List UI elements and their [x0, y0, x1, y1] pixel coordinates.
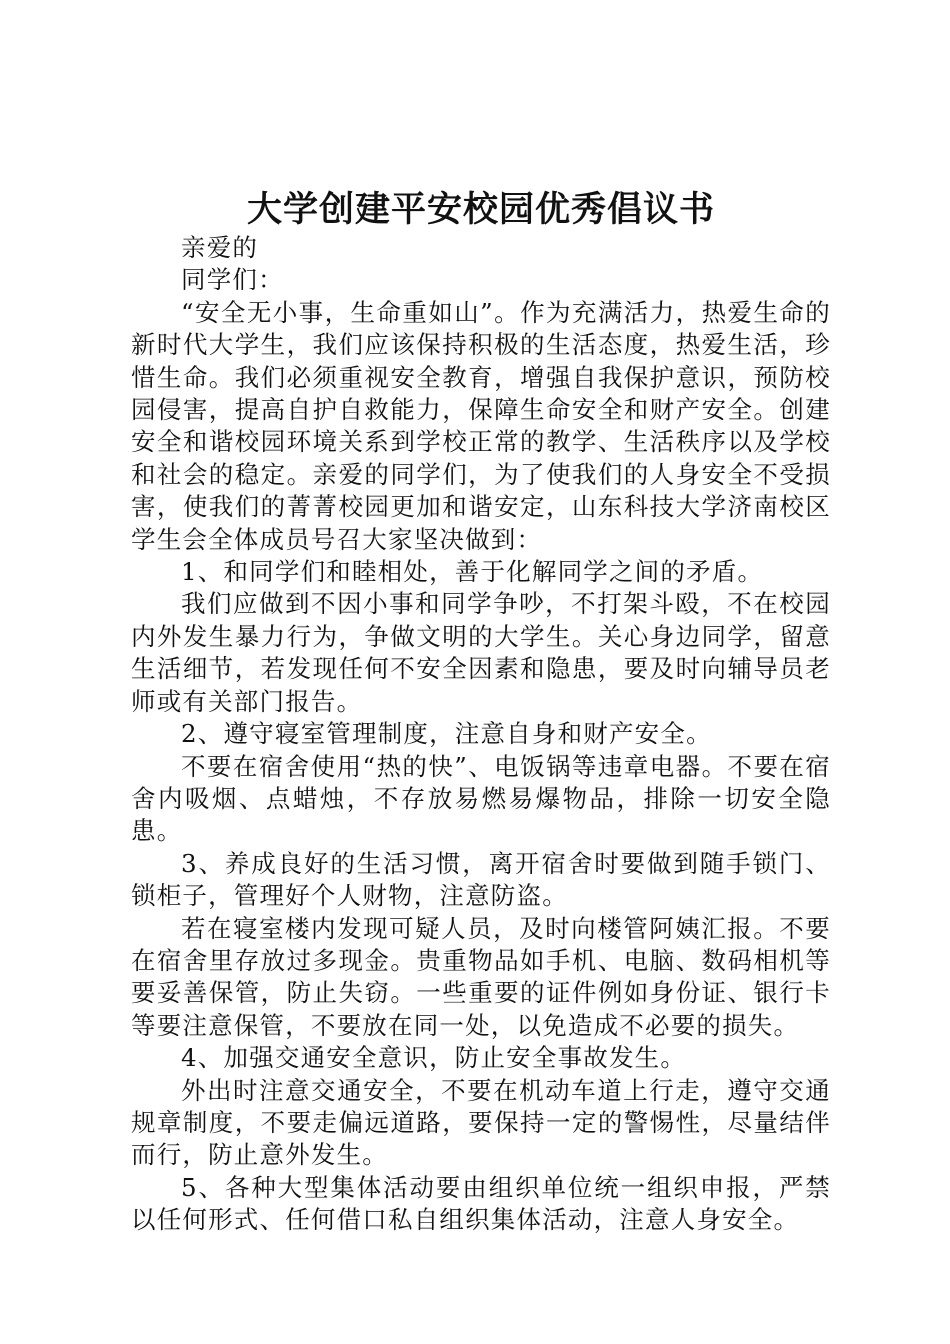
- document-body: [131, 232, 831, 1237]
- item-4-heading: 4、加强交通安全意识，防止安全事故发生。: [181, 1043, 687, 1073]
- salutation-line-2: 同学们：: [181, 265, 284, 295]
- item-2-body: 不要在宿舍使用“热的快”、电饭锅等违章电器。不要在宿舍内吸烟、点蜡烛，不存放易燃易爆物品，排除一切安全隐患。: [131, 751, 831, 846]
- salutation-line-1: 亲爱的: [181, 233, 259, 262]
- item-1-body: 我们应做到不因小事和同学争吵，不打架斗殴，不在校园内外发生暴力行为，争做文明的大学生。关心身边同学，留意生活细节，若发现任何不安全因素和隐患，要及时向辅导员老师或有关部门报告。: [131, 589, 831, 716]
- item-3-body: 若在寝室楼内发现可疑人员，及时向楼管阿姨汇报。不要在宿舍里存放过多现金。贵重物品如手机、电脑、数码相机等要妥善保管，防止失窃。一些重要的证件例如身份证、银行卡等要注意保管，不要放在同一处，以免造成不必要的损失。: [131, 913, 831, 1040]
- item-1-heading: 1、和同学们和睦相处，善于化解同学之间的矛盾。: [181, 557, 764, 587]
- intro-paragraph: “安全无小事，生命重如山”。作为充满活力，热爱生命的新时代大学生，我们应该保持积极的生活态度，热爱生活，珍惜生命。我们必须重视安全教育，增强自我保护意识，预防校园侵害，提高自护自救能力，保障生命安全和财产安全。创建安全和谐校园环境关系到学校正常的教学、生活秩序以及学校和社会的稳定。亲爱的同学们，为了使我们的人身安全不受损害，使我们的菁菁校园更加和谐安定，山东科技大学济南校区学生会全体成员号召大家坚决做到：: [131, 297, 831, 554]
- document-title: 大学创建平安校园优秀倡议书: [246, 190, 715, 230]
- item-4-body: 外出时注意交通安全，不要在机动车道上行走，遵守交通规章制度，不要走偏远道路，要保持一定的警惕性，尽量结伴而行，防止意外发生。: [131, 1075, 831, 1170]
- item-2-heading: 2、遵守寝室管理制度，注意自身和财产安全。: [181, 719, 712, 749]
- item-5-heading: 5、各种大型集体活动要由组织单位统一组织申报，严禁以任何形式、任何借口私自组织集体活动，注意人身安全。: [131, 1172, 831, 1235]
- item-3-heading: 3、养成良好的生活习惯，离开宿舍时要做到随手锁门、锁柜子，管理好个人财物，注意防盗。: [131, 848, 831, 911]
